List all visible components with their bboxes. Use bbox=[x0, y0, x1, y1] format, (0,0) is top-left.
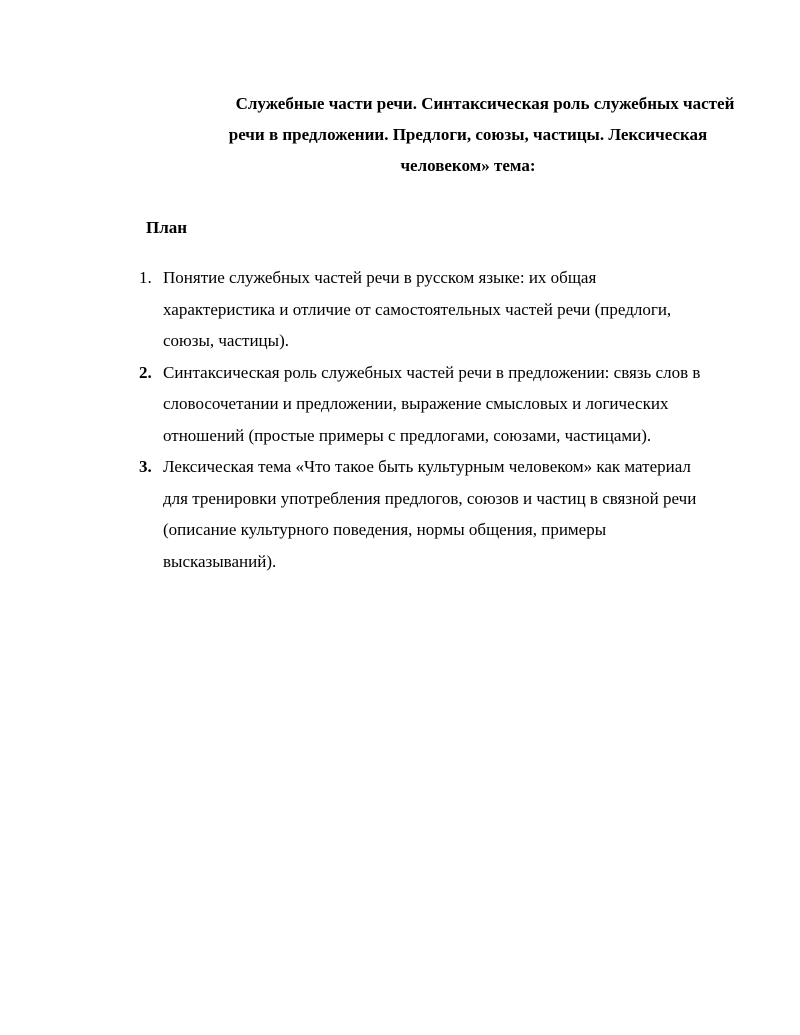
plan-item-text bbox=[163, 357, 800, 452]
document-title bbox=[178, 88, 758, 181]
plan-list bbox=[0, 262, 800, 577]
title-line: человеком» тема: bbox=[400, 156, 536, 175]
plan-item-line: словосочетании и предложении, выражение смысловых и логических bbox=[163, 394, 669, 413]
plan-heading: План bbox=[146, 218, 188, 237]
title-line: Служебные части речи. Синтаксическая роль служебных частей bbox=[235, 94, 735, 113]
plan-item-text bbox=[163, 262, 800, 357]
plan-item-line: Синтаксическая роль служебных частей речи в предложении: связь слов в bbox=[163, 362, 701, 382]
plan-item-line: Понятие служебных частей речи в русском языке: их общая bbox=[163, 268, 597, 287]
plan-item-number: 3. bbox=[139, 457, 152, 476]
plan-item-2 bbox=[0, 357, 800, 452]
plan-item-number: 1. bbox=[139, 268, 152, 287]
plan-item-3 bbox=[0, 451, 800, 577]
plan-item-line: Лексическая тема «Что такое быть культурным человеком» как материал bbox=[163, 457, 691, 476]
plan-item-line: характеристика и отличие от самостоятельных частей речи (предлоги, bbox=[163, 299, 672, 319]
plan-item-line: (описание культурного поведения, нормы общения, примеры bbox=[163, 520, 607, 539]
plan-item-line: высказываний). bbox=[163, 551, 277, 571]
plan-item-line: для тренировки употребления предлогов, союзов и частиц в связной речи bbox=[163, 488, 697, 508]
plan-item-line: отношений (простые примеры с предлогами, союзами, частицами). bbox=[163, 425, 652, 445]
plan-item-1 bbox=[0, 262, 800, 357]
plan-item-line: союзы, частицы). bbox=[163, 331, 289, 350]
plan-item-text bbox=[163, 451, 800, 577]
title-line: речи в предложении. Предлоги, союзы, частицы. Лексическая bbox=[228, 125, 708, 144]
plan-item-number: 2. bbox=[139, 362, 152, 382]
